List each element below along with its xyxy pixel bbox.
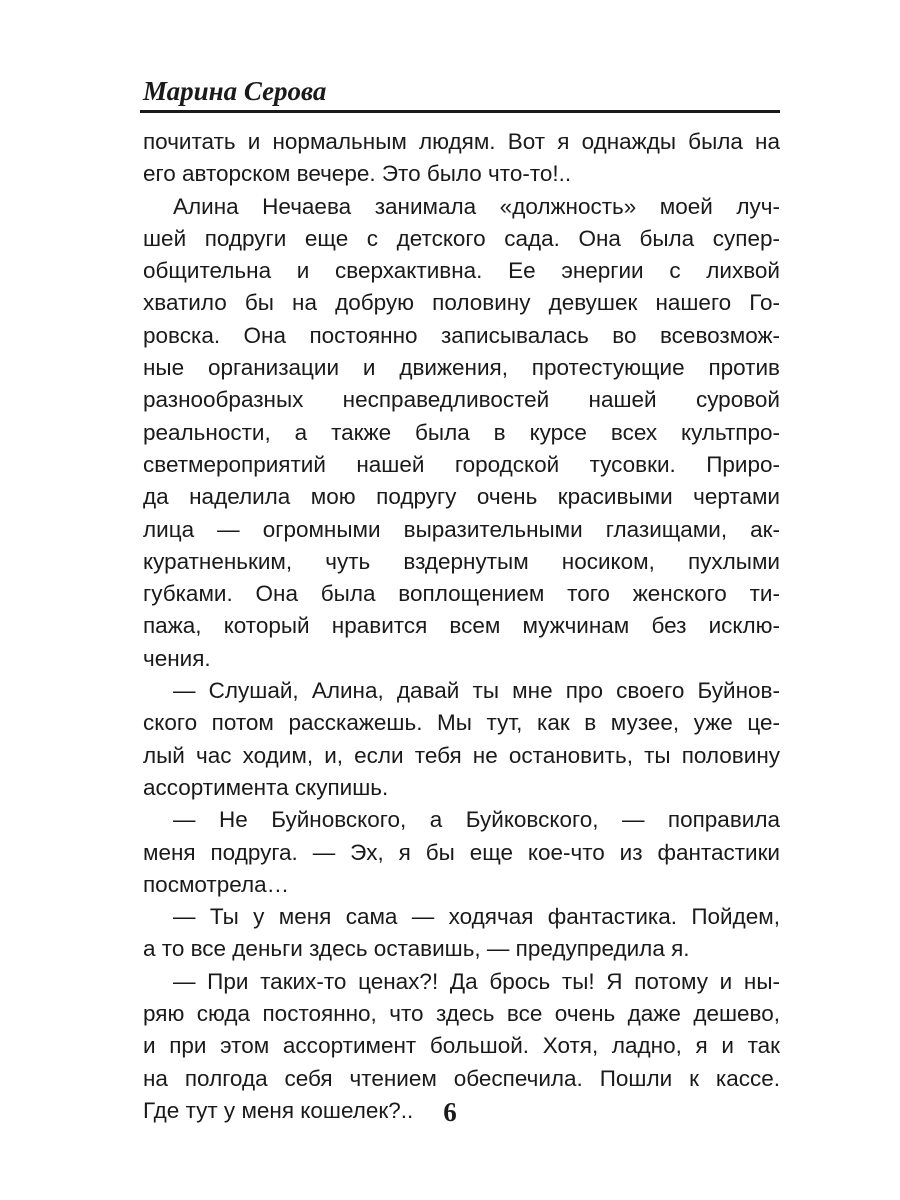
text-line: а то все деньги здесь оставишь, — предупредила я. (143, 936, 690, 962)
text-line: ассортимента скупишь. (143, 774, 389, 800)
text-line: — Ты у меня сама — ходячая фантастика. Пойдем, (173, 904, 780, 930)
text-line: да наделила мою подругу очень красивыми чертами (143, 484, 780, 510)
text-line: куратненьким, чуть вздернутым носиком, пухлыми (143, 548, 780, 574)
text-line: пажа, который нравится всем мужчинам без исклю- (143, 613, 780, 639)
text-line: шей подруги еще с детского сада. Она была супер- (143, 225, 780, 251)
text-line: посмотрела… (143, 871, 290, 897)
text-line: ровска. Она постоянно записывалась во всевозмож- (143, 322, 780, 348)
text-line: ные организации и движения, протестующие против (143, 355, 780, 381)
text-line: Где тут у меня кошелек?.. (143, 1097, 414, 1123)
text-line: ского потом расскажешь. Мы тут, как в музее, уже це- (143, 710, 780, 736)
text-line: Алина Нечаева занимала «должность» моей луч- (173, 193, 780, 219)
text-line: чения. (143, 645, 211, 671)
text-line: почитать и нормальным людям. Вот я однажды была на (143, 129, 780, 154)
header-rule (140, 110, 780, 113)
text-line: и при этом ассортимент большой. Хотя, ладно, я и так (143, 1033, 780, 1059)
text-line: — Не Буйновского, а Буйковского, — поправила (173, 807, 780, 833)
text-line: общительна и сверхактивна. Ее энергии с лихвой (143, 258, 780, 284)
text-line: лый час ходим, и, если тебя не остановить, ты половину (143, 742, 780, 768)
text-line: разнообразных несправедливостей нашей суровой (143, 387, 780, 413)
text-line: его авторском вечере. Это было что-то!.. (143, 161, 572, 187)
text-line: светмероприятий нашей городской тусовки. Приро- (143, 451, 780, 477)
text-line: — При таких-то ценах?! Да брось ты! Я потому и ны- (173, 968, 780, 994)
text-line: реальности, а также была в курсе всех культпро- (143, 419, 780, 445)
text-line: — Слушай, Алина, давай ты мне про своего Буйнов- (173, 678, 780, 704)
text-line: меня подруга. — Эх, я бы еще кое-что из фантастики (143, 839, 780, 865)
body-text (143, 126, 780, 1127)
page-number: 6 (443, 1097, 457, 1127)
text-line: лица — огромными выразительными глазищами, ак- (143, 516, 780, 542)
text-line: на полгода себя чтением обеспечила. Пошли к кассе. (143, 1065, 780, 1091)
text-line: хватило бы на добрую половину девушек нашего Го- (143, 290, 780, 316)
text-line: ряю сюда постоянно, что здесь все очень даже дешево, (143, 1001, 780, 1027)
running-head-author: Марина Серова (143, 76, 327, 106)
text-line: губками. Она была воплощением того женского ти- (143, 581, 780, 607)
